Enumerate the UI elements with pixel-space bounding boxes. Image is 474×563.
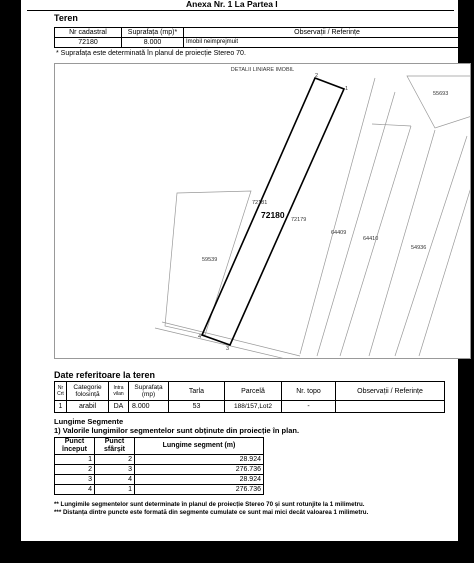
parcel-label-64410: 64410 — [363, 236, 379, 242]
col-nr-crt: Nr Crt — [55, 382, 67, 401]
segmente-note-2: *** Distanța dintre puncte este formată din segmente cumulate ce sunt mai mici decât valoarea 1 milimetru. — [54, 509, 369, 516]
table-row — [55, 455, 264, 465]
cell-start: 1 — [55, 455, 95, 465]
segmente-subheading: 1) Valorile lungimilor segmentelor sunt obținute din proiecție în plan. — [54, 426, 300, 435]
neighbour-parcel-59539 — [165, 191, 251, 335]
col-observatii: Observații / Referințe — [336, 382, 445, 401]
cell-start: 2 — [55, 465, 95, 475]
parcel-label-72181: 72181 — [252, 200, 268, 206]
date-teren-heading: Date referitoare la teren — [54, 370, 156, 380]
col-lungime: Lungime segment (m) — [135, 438, 264, 455]
table-header-row — [55, 28, 471, 38]
col-punct-sfarsit: Punct sfârșit — [95, 438, 135, 455]
col-nr-cadastral: Nr cadastral — [55, 28, 122, 38]
document-sheet — [21, 0, 458, 541]
document-title: Anexa Nr. 1 La Partea I — [186, 0, 278, 9]
cell-categorie: arabil — [67, 401, 109, 413]
col-tarla: Tarla — [169, 382, 225, 401]
parcel-label-54936: 54936 — [411, 245, 427, 251]
cell-length: 28.924 — [135, 455, 264, 465]
table-row — [55, 401, 445, 413]
header-rule — [27, 10, 454, 11]
parcel-label-72179: 72179 — [291, 217, 307, 223]
parcel-label-59539: 59539 — [202, 257, 218, 263]
point-label-4: 4 — [198, 334, 202, 340]
col-observatii: Observații / Referințe — [184, 28, 471, 38]
cell-end: 4 — [95, 475, 135, 485]
parcel-label-55693: 55693 — [433, 91, 449, 97]
date-teren-table — [54, 381, 445, 413]
teren-heading: Teren — [54, 13, 78, 23]
teren-footnote: * Suprafața este determinată în planul de proiecție Stereo 70. — [56, 50, 246, 57]
neighbour-parcel-55693 — [407, 76, 471, 128]
cell-length: 28.924 — [135, 475, 264, 485]
parcel-plan — [55, 64, 471, 359]
cell-observatii — [336, 401, 445, 413]
table-row — [55, 38, 471, 48]
col-nr-topo: Nr. topo — [282, 382, 336, 401]
cell-parcela: 188/157,Lot2 — [225, 401, 282, 413]
cell-observatii: Imobil neimprejmuit — [184, 38, 471, 48]
cell-end: 2 — [95, 455, 135, 465]
cell-nr: 1 — [55, 401, 67, 413]
col-suprafata: Suprafața (mp)* — [122, 28, 184, 38]
parcel-label-64409: 64409 — [331, 230, 347, 236]
point-label-2: 2 — [315, 73, 319, 79]
cell-tarla: 53 — [169, 401, 225, 413]
col-parcela: Parcelă — [225, 382, 282, 401]
table-row — [55, 485, 264, 495]
col-categorie: Categorie folosință — [67, 382, 109, 401]
segmente-note-1: ** Lungimile segmentelor sunt determinate în planul de proiecție Stereo 70 și sunt rotunjite la 1 milimetru. — [54, 501, 365, 508]
cell-suprafata: 8.000 — [129, 401, 169, 413]
cell-end: 1 — [95, 485, 135, 495]
segmente-heading: Lungime Segmente — [54, 417, 124, 426]
cell-length: 276.736 — [135, 485, 264, 495]
table-row — [55, 465, 264, 475]
cell-end: 3 — [95, 465, 135, 475]
col-suprafata: Suprafața (mp) — [129, 382, 169, 401]
cell-start: 4 — [55, 485, 95, 495]
segmente-table — [54, 437, 264, 495]
map-frame — [54, 63, 471, 359]
table-row — [55, 475, 264, 485]
cell-nr-cadastral: 72180 — [55, 38, 122, 48]
cell-nr-topo: - — [282, 401, 336, 413]
point-label-1: 1 — [345, 86, 349, 92]
main-parcel-label: 72180 — [261, 210, 285, 220]
col-punct-inceput: Punct început — [55, 438, 95, 455]
cell-suprafata: 8.000 — [122, 38, 184, 48]
table-header-row — [55, 382, 445, 401]
map-caption: DETALII LINIARE IMOBIL — [230, 67, 295, 73]
teren-table — [54, 27, 471, 48]
table-header-row — [55, 438, 264, 455]
col-intravilan: Intra vilan — [109, 382, 129, 401]
cell-length: 276.736 — [135, 465, 264, 475]
point-label-3: 3 — [226, 346, 230, 352]
cell-intravilan: DA — [109, 401, 129, 413]
cell-start: 3 — [55, 475, 95, 485]
